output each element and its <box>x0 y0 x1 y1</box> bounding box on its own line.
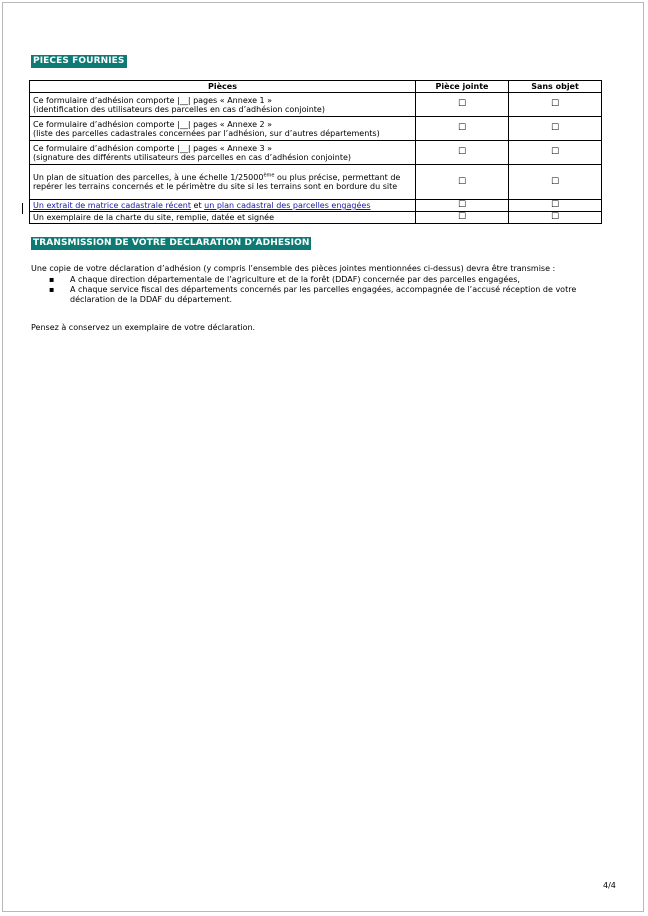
link-plan-cadastral[interactable]: un plan cadastral des parcelles engagées <box>204 201 371 210</box>
row-text: et <box>191 201 205 210</box>
checkbox-piece-jointe[interactable]: ☐ <box>416 200 509 212</box>
row-line: Ce formulaire d’adhésion comporte |__| pages « Annexe 2 » <box>33 119 273 129</box>
text-cursor <box>22 203 23 214</box>
link-text: extrait de matrice cadastrale récent <box>46 201 192 210</box>
row-text: ou plus précise, permettant de repérer les terrains concernés et le périmètre du site si les terrains sont en bordure du site <box>33 173 401 191</box>
pieces-table <box>29 80 602 224</box>
row-description <box>30 200 416 212</box>
page-number: 4/4 <box>603 881 616 890</box>
table-row <box>30 93 602 117</box>
checkbox-sans-objet[interactable]: ☐ <box>509 200 602 212</box>
table-row <box>30 117 602 141</box>
transmission-intro: Une copie de votre déclaration d’adhésion (y compris l’ensemble des pièces jointes mentionnées ci-dessus) devra être transmise : <box>31 264 556 273</box>
table-row <box>30 200 602 212</box>
table-row <box>30 165 602 200</box>
list-item <box>31 285 621 305</box>
row-line: (liste des parcelles cadastrales concernées par l’adhésion, sur d’autres départements) <box>33 128 380 138</box>
section-heading-pieces-fournies: PIECES FOURNIES <box>33 56 125 66</box>
row-text: Un plan de situation des parcelles, à une échelle 1/25000 <box>33 173 264 182</box>
checkbox-sans-objet[interactable]: ☐ <box>509 93 602 117</box>
checkbox-sans-objet[interactable]: ☐ <box>509 212 602 224</box>
row-description <box>30 93 416 117</box>
recipients-list <box>31 275 621 305</box>
checkbox-piece-jointe[interactable]: ☐ <box>416 117 509 141</box>
table-row <box>30 141 602 165</box>
row-line: Ce formulaire d’adhésion comporte |__| pages « Annexe 3 » <box>33 143 273 153</box>
table-header-row <box>30 81 602 93</box>
list-item <box>31 275 621 285</box>
column-header-sans-objet: Sans objet <box>509 81 602 93</box>
checkbox-sans-objet[interactable]: ☐ <box>509 165 602 200</box>
link-text: Un <box>33 201 44 210</box>
square-bullet-icon: ▪ <box>49 275 55 284</box>
keep-copy-note: Pensez à conservez un exemplaire de votre déclaration. <box>31 323 256 332</box>
row-description: Un exemplaire de la charte du site, remplie, datée et signée <box>30 212 416 224</box>
checkbox-piece-jointe[interactable]: ☐ <box>416 165 509 200</box>
superscript-text: ème <box>263 172 275 179</box>
section-heading-transmission: TRANSMISSION DE VOTRE DECLARATION D’ADHESION <box>33 238 310 248</box>
row-line: (identification des utilisateurs des parcelles en cas d’adhésion conjointe) <box>33 104 325 114</box>
table-row <box>30 212 602 224</box>
checkbox-sans-objet[interactable]: ☐ <box>509 117 602 141</box>
row-description <box>30 141 416 165</box>
checkbox-piece-jointe[interactable]: ☐ <box>416 212 509 224</box>
checkbox-piece-jointe[interactable]: ☐ <box>416 141 509 165</box>
checkbox-sans-objet[interactable]: ☐ <box>509 141 602 165</box>
square-bullet-icon: ▪ <box>49 285 55 294</box>
column-header-piece-jointe: Pièce jointe <box>416 81 509 93</box>
list-item-text: A chaque direction départementale de l’agriculture et de la forêt (DDAF) concernée par des parcelles engagées, <box>70 275 520 284</box>
row-line: Ce formulaire d’adhésion comporte |__| pages « Annexe 1 » <box>33 95 273 105</box>
list-item-text: A chaque service fiscal des départements concernés par les parcelles engagées, accompagnée de l’accusé réception de votre déclaration de la DDAF du département. <box>70 285 577 304</box>
row-description <box>30 165 416 200</box>
checkbox-piece-jointe[interactable]: ☐ <box>416 93 509 117</box>
row-line: (signature des différents utilisateurs des parcelles en cas d’adhésion conjointe) <box>33 152 352 162</box>
row-description <box>30 117 416 141</box>
link-extrait-matrice-cadastrale[interactable] <box>33 201 191 210</box>
column-header-pieces: Pièces <box>30 81 416 93</box>
